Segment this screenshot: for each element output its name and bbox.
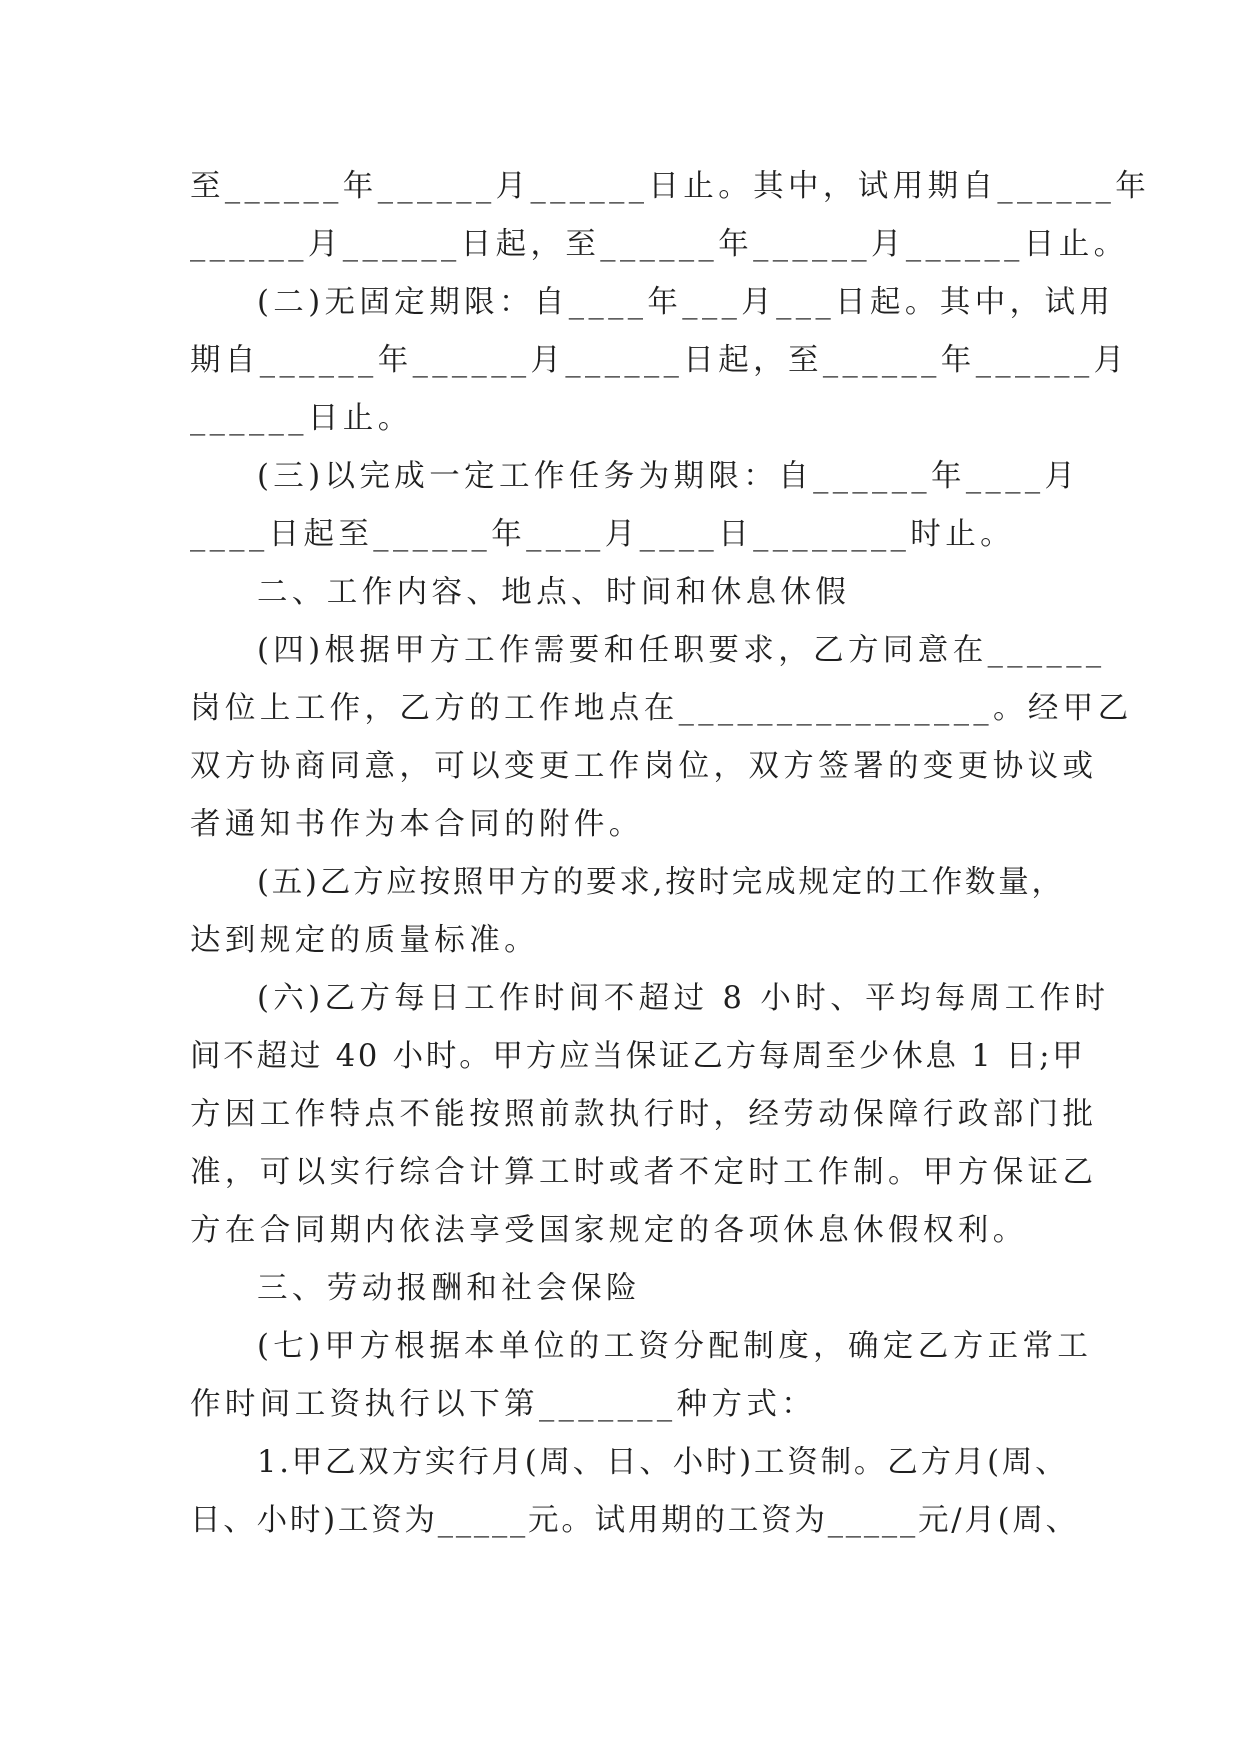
paragraph-quality: (五)乙方应按照甲方的要求,按时完成规定的工作数量， xyxy=(257,865,1065,900)
text-line: 准，可以实行综合计算工时或者不定时工作制。甲方保证乙 xyxy=(190,1155,1098,1190)
text-line: ____日起至______年____月____日________时止。 xyxy=(190,517,1015,552)
text-line: 间不超过 40 小时。甲方应当保证乙方每周至少休息 1 日;甲 xyxy=(190,1039,1086,1074)
paragraph-task-term: (三)以完成一定工作任务为期限：自______年____月 xyxy=(257,459,1080,494)
text-line: 作时间工资执行以下第_______种方式： xyxy=(190,1387,817,1422)
paragraph-wage-item-1: 1.甲乙双方实行月(周、日、小时)工资制。乙方月(周、 xyxy=(257,1445,1069,1480)
text-line: ______日止。 xyxy=(190,401,413,436)
text-line: 双方协商同意，可以变更工作岗位，双方签署的变更协议或 xyxy=(190,749,1098,784)
section-heading-work: 二、工作内容、地点、时间和休息休假 xyxy=(257,575,851,610)
text-line: 岗位上工作，乙方的工作地点在________________。经甲乙 xyxy=(190,691,1133,726)
text-line: 达到规定的质量标准。 xyxy=(190,923,539,958)
paragraph-working-hours: (六)乙方每日工作时间不超过 8 小时、平均每周工作时 xyxy=(257,981,1110,1016)
text-line: 至______年______月______日止。其中，试用期自______年 xyxy=(190,169,1151,204)
text-line: 日、小时)工资为_____元。试用期的工资为_____元/月(周、 xyxy=(190,1503,1079,1538)
text-line: 者通知书作为本合同的附件。 xyxy=(190,807,644,842)
text-line: ______月______日起，至______年______月______日止。 xyxy=(190,227,1129,262)
section-heading-pay: 三、劳动报酬和社会保险 xyxy=(257,1271,641,1306)
paragraph-wage-system: (七)甲方根据本单位的工资分配制度，确定乙方正常工 xyxy=(257,1329,1093,1364)
paragraph-position: (四)根据甲方工作需要和任职要求，乙方同意在______ xyxy=(257,633,1106,668)
text-line: 方在合同期内依法享受国家规定的各项休息休假权利。 xyxy=(190,1213,1028,1248)
text-line: 期自______年______月______日起，至______年______月 xyxy=(190,343,1129,378)
text-line: 方因工作特点不能按照前款执行时，经劳动保障行政部门批 xyxy=(190,1097,1098,1132)
paragraph-fixed-term: (二)无固定期限：自____年___月___日起。其中，试用 xyxy=(257,285,1115,320)
